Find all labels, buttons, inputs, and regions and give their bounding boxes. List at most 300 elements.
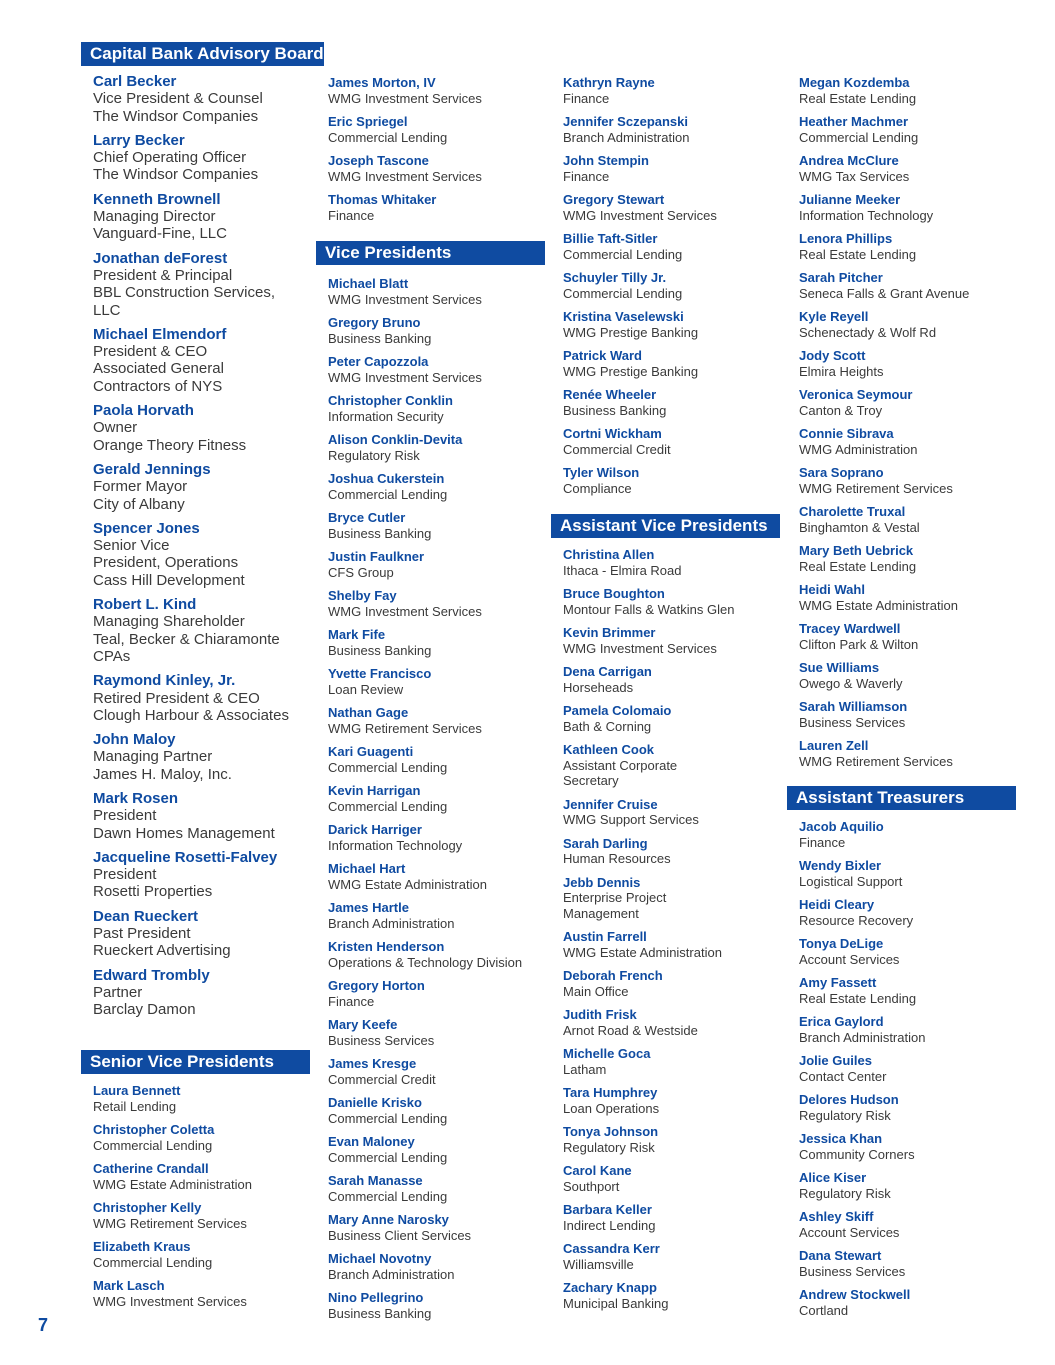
person-name: Jennifer Sczepanski — [563, 114, 688, 129]
person-name: Cassandra Kerr — [563, 1241, 660, 1256]
person-entry — [799, 348, 1016, 379]
person-name: Raymond Kinley, Jr. — [93, 672, 236, 690]
person-entry — [328, 549, 545, 580]
person-name: Mary Keefe — [328, 1017, 398, 1032]
person-name: Amy Fassett — [799, 975, 877, 990]
person-entry — [563, 625, 780, 656]
person-name: Julianne Meeker — [799, 192, 901, 207]
person-name: Cortni Wickham — [563, 426, 662, 441]
person-title-line: Vice President & Counsel — [93, 90, 263, 108]
assistant-vp-list-continued — [787, 75, 1016, 769]
person-title-line: Commercial Lending — [799, 129, 919, 145]
person-title-line: President, Operations — [93, 554, 239, 572]
person-title-line: Real Estate Lending — [799, 990, 917, 1006]
person-name: Christina Allen — [563, 547, 655, 562]
person-title-line: Management — [563, 905, 639, 921]
person-title-line: WMG Investment Services — [328, 291, 482, 307]
person-name: Carl Becker — [93, 73, 177, 90]
page-number: 7 — [38, 1315, 49, 1335]
person-title-line: Account Services — [799, 951, 900, 967]
person-name: Michael Novotny — [328, 1251, 432, 1266]
person-title-line: Real Estate Lending — [799, 558, 917, 574]
person-title-line: Enterprise Project — [563, 890, 667, 905]
person-title-line: Commercial Credit — [328, 1071, 436, 1087]
person-entry — [563, 75, 780, 106]
person-title-line: WMG Retirement Services — [328, 720, 482, 736]
person-name: Sarah Darling — [563, 835, 648, 851]
person-title-line: President & Principal — [93, 266, 233, 284]
person-title-line: Former Mayor — [93, 478, 188, 496]
person-title-line: WMG Investment Services — [328, 369, 482, 385]
person-name: Jonathan deForest — [93, 249, 228, 267]
person-title-line: Commercial Lending — [328, 129, 448, 145]
person-title-line: Commercial Lending — [328, 798, 448, 814]
person-title-line: Logistical Support — [799, 873, 903, 889]
person-entry — [799, 1248, 1016, 1279]
person-name: Sarah Williamson — [799, 699, 908, 714]
person-name: Tara Humphrey — [563, 1085, 658, 1100]
person-name: Kathryn Rayne — [563, 75, 655, 90]
person-title-line: WMG Estate Administration — [93, 1176, 252, 1192]
person-title-line: Secretary — [563, 773, 619, 788]
person-title-line: James H. Maloy, Inc. — [93, 765, 232, 783]
person-title-line: WMG Investment Services — [563, 207, 717, 223]
person-entry — [328, 978, 545, 1009]
person-name: Paola Horvath — [93, 402, 194, 420]
person-name: Michael Hart — [328, 861, 406, 876]
section-header-assistant-vice-presidents: Assistant Vice Presidents — [551, 514, 780, 538]
person-entry — [328, 432, 545, 463]
person-title-line: BBL Construction Services, — [93, 284, 276, 302]
person-entry — [563, 836, 780, 867]
person-entry — [328, 1251, 545, 1282]
person-entry — [328, 822, 545, 853]
person-name: Christopher Conklin — [328, 393, 453, 408]
person-entry — [93, 326, 324, 395]
person-entry — [563, 1163, 780, 1194]
person-name: James Morton, IV — [328, 75, 436, 90]
person-name: Jody Scott — [799, 348, 866, 363]
person-title-line: Regulatory Risk — [328, 447, 420, 463]
person-title-line: Commercial Lending — [328, 1188, 448, 1204]
person-entry — [93, 1278, 310, 1309]
person-title-line: Regulatory Risk — [799, 1107, 891, 1123]
person-name: Mark Rosen — [93, 789, 179, 807]
person-title-line: Rosetti Properties — [93, 883, 213, 901]
section-header-assistant-treasurers: Assistant Treasurers — [787, 786, 1016, 810]
person-entry — [93, 849, 324, 901]
person-title-line: Canton & Troy — [799, 402, 883, 418]
person-entry — [799, 192, 1016, 223]
senior-vp-list-continued — [316, 75, 545, 223]
person-title-line: President — [93, 866, 157, 884]
person-entry — [563, 1280, 780, 1311]
person-title-line: Chief Operating Officer — [93, 149, 247, 167]
person-entry — [563, 797, 780, 828]
column-3 — [551, 75, 780, 496]
person-name: Mark Fife — [328, 627, 386, 642]
person-name: Shelby Fay — [328, 588, 397, 603]
person-name: Robert L. Kind — [93, 596, 197, 614]
person-name: Megan Kozdemba — [799, 75, 910, 90]
person-entry — [563, 664, 780, 695]
person-entry — [799, 1053, 1016, 1084]
person-entry — [563, 1241, 780, 1272]
person-entry — [563, 426, 780, 457]
person-title-line: Finance — [328, 207, 375, 223]
person-name: Sarah Pitcher — [799, 270, 883, 285]
person-name: Heidi Wahl — [799, 582, 865, 597]
person-title-line: Dawn Homes Management — [93, 824, 275, 842]
person-name: Christopher Coletta — [93, 1122, 215, 1137]
person-name: Tonya DeLige — [799, 936, 884, 951]
person-name: Edward Trombly — [93, 966, 210, 984]
person-title-line: Municipal Banking — [563, 1295, 669, 1311]
column-1-lower — [81, 1050, 310, 1309]
person-name: Alice Kiser — [799, 1170, 867, 1185]
person-title-line: Commercial Lending — [328, 1110, 448, 1126]
person-name: Nathan Gage — [328, 705, 409, 720]
person-name: Jacqueline Rosetti-Falvey — [93, 848, 278, 866]
person-entry — [93, 908, 324, 960]
person-title-line: WMG Estate Administration — [328, 876, 487, 892]
person-name: Thomas Whitaker — [328, 192, 437, 207]
person-entry — [93, 1122, 310, 1153]
person-title-line: WMG Tax Services — [799, 168, 910, 184]
person-entry — [799, 621, 1016, 652]
person-title-line: President & CEO — [93, 343, 208, 361]
person-name: Charolette Truxal — [799, 504, 906, 519]
person-entry — [563, 348, 780, 379]
person-name: Schuyler Tilly Jr. — [563, 270, 667, 285]
person-title-line: WMG Retirement Services — [93, 1215, 247, 1231]
person-entry — [799, 543, 1016, 574]
person-name: Christopher Kelly — [93, 1200, 202, 1215]
person-title-line: Cortland — [799, 1302, 849, 1318]
person-title-line: Finance — [563, 90, 610, 106]
person-entry — [563, 968, 780, 999]
person-name: Bruce Boughton — [563, 586, 665, 601]
person-entry — [799, 858, 1016, 889]
person-title-line: Retired President & CEO — [93, 689, 260, 707]
person-entry — [563, 465, 780, 496]
person-title-line: Clough Harbour & Associates — [93, 706, 289, 724]
person-entry — [799, 1014, 1016, 1045]
person-entry — [328, 705, 545, 736]
person-name: Gregory Stewart — [563, 192, 665, 207]
person-name: Tonya Johnson — [563, 1124, 659, 1139]
person-title-line: Information Security — [328, 408, 444, 424]
person-title-line: Vanguard-Fine, LLC — [93, 225, 227, 243]
person-name: Michael Elmendorf — [93, 325, 227, 343]
person-name: Patrick Ward — [563, 348, 642, 363]
person-title-line: Business Services — [328, 1032, 435, 1048]
person-name: Catherine Crandall — [93, 1161, 209, 1176]
vice-presidents-list — [316, 265, 545, 1321]
person-entry — [93, 132, 324, 184]
person-entry — [328, 744, 545, 775]
person-title-line: Contractors of NYS — [93, 377, 223, 395]
person-entry — [799, 936, 1016, 967]
person-title-line: Managing Director — [93, 208, 216, 226]
person-name: Kristina Vaselewski — [563, 309, 684, 324]
person-entry — [93, 461, 324, 513]
senior-vp-list — [81, 1074, 310, 1309]
person-entry — [328, 1134, 545, 1165]
person-title-line: Finance — [563, 168, 610, 184]
person-title-line: Owner — [93, 419, 138, 437]
person-entry — [563, 309, 780, 340]
person-title-line: Branch Administration — [563, 129, 690, 145]
person-title-line: Loan Operations — [563, 1100, 660, 1116]
person-entry — [799, 738, 1016, 769]
person-name: Mary Anne Narosky — [328, 1212, 449, 1227]
person-title-line: WMG Investment Services — [563, 640, 717, 656]
person-title-line: Community Corners — [799, 1146, 915, 1162]
person-entry — [328, 1173, 545, 1204]
person-entry — [328, 192, 545, 223]
person-entry — [93, 1083, 310, 1114]
person-title-line: Retail Lending — [93, 1098, 177, 1114]
person-entry — [328, 393, 545, 424]
person-entry — [799, 660, 1016, 691]
person-title-line: WMG Support Services — [563, 812, 699, 827]
person-entry — [328, 1056, 545, 1087]
person-title-line: LLC — [93, 301, 121, 319]
person-title-line: Clifton Park & Wilton — [799, 636, 919, 652]
person-entry — [799, 1131, 1016, 1162]
person-entry — [799, 975, 1016, 1006]
person-name: Gregory Horton — [328, 978, 425, 993]
person-title-line: Business Client Services — [328, 1227, 472, 1243]
person-name: Connie Sibrava — [799, 426, 894, 441]
section-header-senior-vice-presidents: Senior Vice Presidents — [81, 1050, 310, 1074]
person-name: Kristen Henderson — [328, 939, 445, 954]
column-4 — [787, 75, 1016, 769]
person-title-line: Cass Hill Development — [93, 571, 245, 589]
person-name: Jacob Aquilio — [799, 819, 884, 834]
person-title-line: Assistant Corporate — [563, 757, 678, 773]
person-title-line: Business Banking — [328, 642, 432, 658]
column-3-lower — [551, 514, 780, 1311]
person-title-line: WMG Administration — [799, 441, 918, 457]
person-name: Jebb Dennis — [563, 874, 641, 890]
person-name: Austin Farrell — [563, 929, 647, 944]
person-title-line: Commercial Lending — [93, 1137, 213, 1153]
person-entry — [328, 75, 545, 106]
person-name: Kenneth Brownell — [93, 190, 221, 208]
person-title-line: Operations & Technology Division — [328, 954, 523, 970]
person-entry — [328, 114, 545, 145]
person-entry — [328, 1095, 545, 1126]
person-title-line: CFS Group — [328, 564, 394, 580]
person-name: Barbara Keller — [563, 1202, 652, 1217]
assistant-vp-list — [551, 538, 780, 1311]
person-title-line: Arnot Road & Westside — [563, 1022, 698, 1038]
person-name: Nino Pellegrino — [328, 1290, 424, 1305]
person-name: Ashley Skiff — [799, 1209, 874, 1224]
person-title-line: WMG Investment Services — [328, 603, 482, 619]
person-entry — [93, 250, 324, 319]
person-entry — [799, 387, 1016, 418]
person-entry — [799, 819, 1016, 850]
person-entry — [93, 596, 324, 665]
person-name: Jolie Guiles — [799, 1053, 872, 1068]
person-name: Joshua Cukerstein — [328, 471, 445, 486]
person-name: Dean Rueckert — [93, 907, 199, 925]
person-title-line: WMG Investment Services — [328, 90, 482, 106]
person-title-line: Business Services — [799, 1263, 906, 1279]
person-entry — [93, 672, 324, 724]
person-entry — [328, 900, 545, 931]
person-entry — [563, 387, 780, 418]
person-title-line: Branch Administration — [328, 1266, 455, 1282]
person-entry — [563, 270, 780, 301]
person-name: Judith Frisk — [563, 1007, 637, 1022]
person-entry — [799, 426, 1016, 457]
person-title-line: Associated General — [93, 360, 224, 378]
person-entry — [328, 783, 545, 814]
person-name: Gerald Jennings — [93, 460, 211, 478]
person-name: Deborah French — [563, 968, 663, 983]
person-name: Elizabeth Kraus — [93, 1239, 191, 1254]
person-entry — [93, 967, 324, 1019]
person-title-line: Indirect Lending — [563, 1217, 656, 1233]
person-title-line: The Windsor Companies — [93, 166, 259, 184]
person-title-line: Finance — [799, 834, 846, 850]
person-name: Spencer Jones — [93, 519, 200, 537]
person-name: Joseph Tascone — [328, 153, 429, 168]
person-name: Tracey Wardwell — [799, 621, 901, 636]
person-entry — [93, 731, 324, 783]
person-title-line: Compliance — [563, 480, 632, 496]
person-title-line: Finance — [328, 993, 375, 1009]
person-title-line: Information Technology — [799, 207, 934, 223]
vice-presidents-list-continued — [551, 75, 780, 496]
person-entry — [93, 73, 324, 125]
person-entry — [799, 1170, 1016, 1201]
person-name: Eric Spriegel — [328, 114, 408, 129]
person-name: Carol Kane — [563, 1163, 632, 1178]
person-name: Delores Hudson — [799, 1092, 899, 1107]
person-name: Larry Becker — [93, 131, 185, 149]
person-name: Tyler Wilson — [563, 465, 640, 480]
assistant-treasurers-list — [787, 810, 1016, 1318]
person-name: John Maloy — [93, 731, 176, 749]
person-entry — [328, 354, 545, 385]
person-title-line: Business Banking — [328, 525, 432, 541]
person-title-line: Managing Shareholder — [93, 613, 245, 631]
person-entry — [93, 191, 324, 243]
person-name: Dena Carrigan — [563, 664, 652, 679]
person-entry — [799, 897, 1016, 928]
person-title-line: Commercial Lending — [328, 486, 448, 502]
person-title-line: Real Estate Lending — [799, 246, 917, 262]
person-entry — [799, 1092, 1016, 1123]
person-entry — [328, 471, 545, 502]
person-entry — [799, 699, 1016, 730]
person-entry — [563, 1007, 780, 1038]
person-entry — [563, 1085, 780, 1116]
person-name: Lenora Phillips — [799, 231, 893, 246]
person-name: Laura Bennett — [93, 1083, 181, 1098]
person-entry — [93, 1239, 310, 1270]
person-name: Kari Guagenti — [328, 744, 414, 759]
person-entry — [563, 742, 780, 789]
person-title-line: Real Estate Lending — [799, 90, 917, 106]
person-title-line: President — [93, 807, 157, 825]
person-name: Heather Machmer — [799, 114, 909, 129]
person-entry — [799, 231, 1016, 262]
person-name: Michael Blatt — [328, 276, 409, 291]
person-title-line: Commercial Lending — [563, 246, 683, 262]
person-title-line: Orange Theory Fitness — [93, 436, 247, 454]
person-title-line: Montour Falls & Watkins Glen — [563, 601, 735, 617]
person-entry — [799, 153, 1016, 184]
person-title-line: Business Banking — [328, 330, 432, 346]
person-title-line: Commercial Credit — [563, 441, 671, 457]
person-entry — [563, 114, 780, 145]
person-title-line: Managing Partner — [93, 748, 213, 766]
person-entry — [799, 465, 1016, 496]
person-title-line: Latham — [563, 1061, 607, 1077]
column-4-lower — [787, 786, 1016, 1318]
person-title-line: Account Services — [799, 1224, 900, 1240]
person-name: Michelle Goca — [563, 1046, 651, 1061]
person-entry — [563, 586, 780, 617]
person-title-line: WMG Prestige Banking — [563, 363, 699, 379]
person-entry — [93, 402, 324, 454]
person-title-line: Regulatory Risk — [799, 1185, 891, 1201]
person-title-line: Regulatory Risk — [563, 1139, 655, 1155]
person-entry — [328, 666, 545, 697]
person-name: Evan Maloney — [328, 1134, 415, 1149]
person-title-line: CPAs — [93, 647, 131, 665]
person-title-line: WMG Investment Services — [93, 1293, 247, 1309]
column-2 — [316, 75, 545, 223]
person-name: Gregory Bruno — [328, 315, 421, 330]
person-name: Heidi Cleary — [799, 897, 875, 912]
advisory-board-list — [81, 66, 324, 1019]
person-name: Lauren Zell — [799, 738, 869, 753]
person-title-line: Williamsville — [563, 1256, 634, 1272]
person-entry — [563, 1046, 780, 1077]
person-name: Kevin Brimmer — [563, 625, 656, 640]
person-entry — [328, 588, 545, 619]
person-name: Wendy Bixler — [799, 858, 882, 873]
person-title-line: WMG Estate Administration — [799, 597, 958, 613]
person-title-line: Commercial Lending — [328, 1149, 448, 1165]
person-entry — [799, 270, 1016, 301]
person-name: John Stempin — [563, 153, 649, 168]
person-name: Billie Taft-Sitler — [563, 231, 658, 246]
person-title-line: Teal, Becker & Chiaramonte — [93, 630, 280, 648]
person-title-line: Rueckert Advertising — [93, 942, 231, 960]
person-name: Kyle Reyell — [799, 309, 869, 324]
person-title-line: Schenectady & Wolf Rd — [799, 324, 937, 340]
person-name: Dana Stewart — [799, 1248, 882, 1263]
person-name: Danielle Krisko — [328, 1095, 422, 1110]
person-title-line: Branch Administration — [328, 915, 455, 931]
person-title-line: Business Banking — [563, 402, 667, 418]
person-title-line: WMG Investment Services — [328, 168, 482, 184]
person-title-line: Horseheads — [563, 679, 634, 695]
person-title-line: Branch Administration — [799, 1029, 926, 1045]
person-entry — [799, 1209, 1016, 1240]
section-header-vice-presidents: Vice Presidents — [316, 241, 545, 265]
person-name: Peter Capozzola — [328, 354, 429, 369]
person-title-line: Information Technology — [328, 837, 463, 853]
